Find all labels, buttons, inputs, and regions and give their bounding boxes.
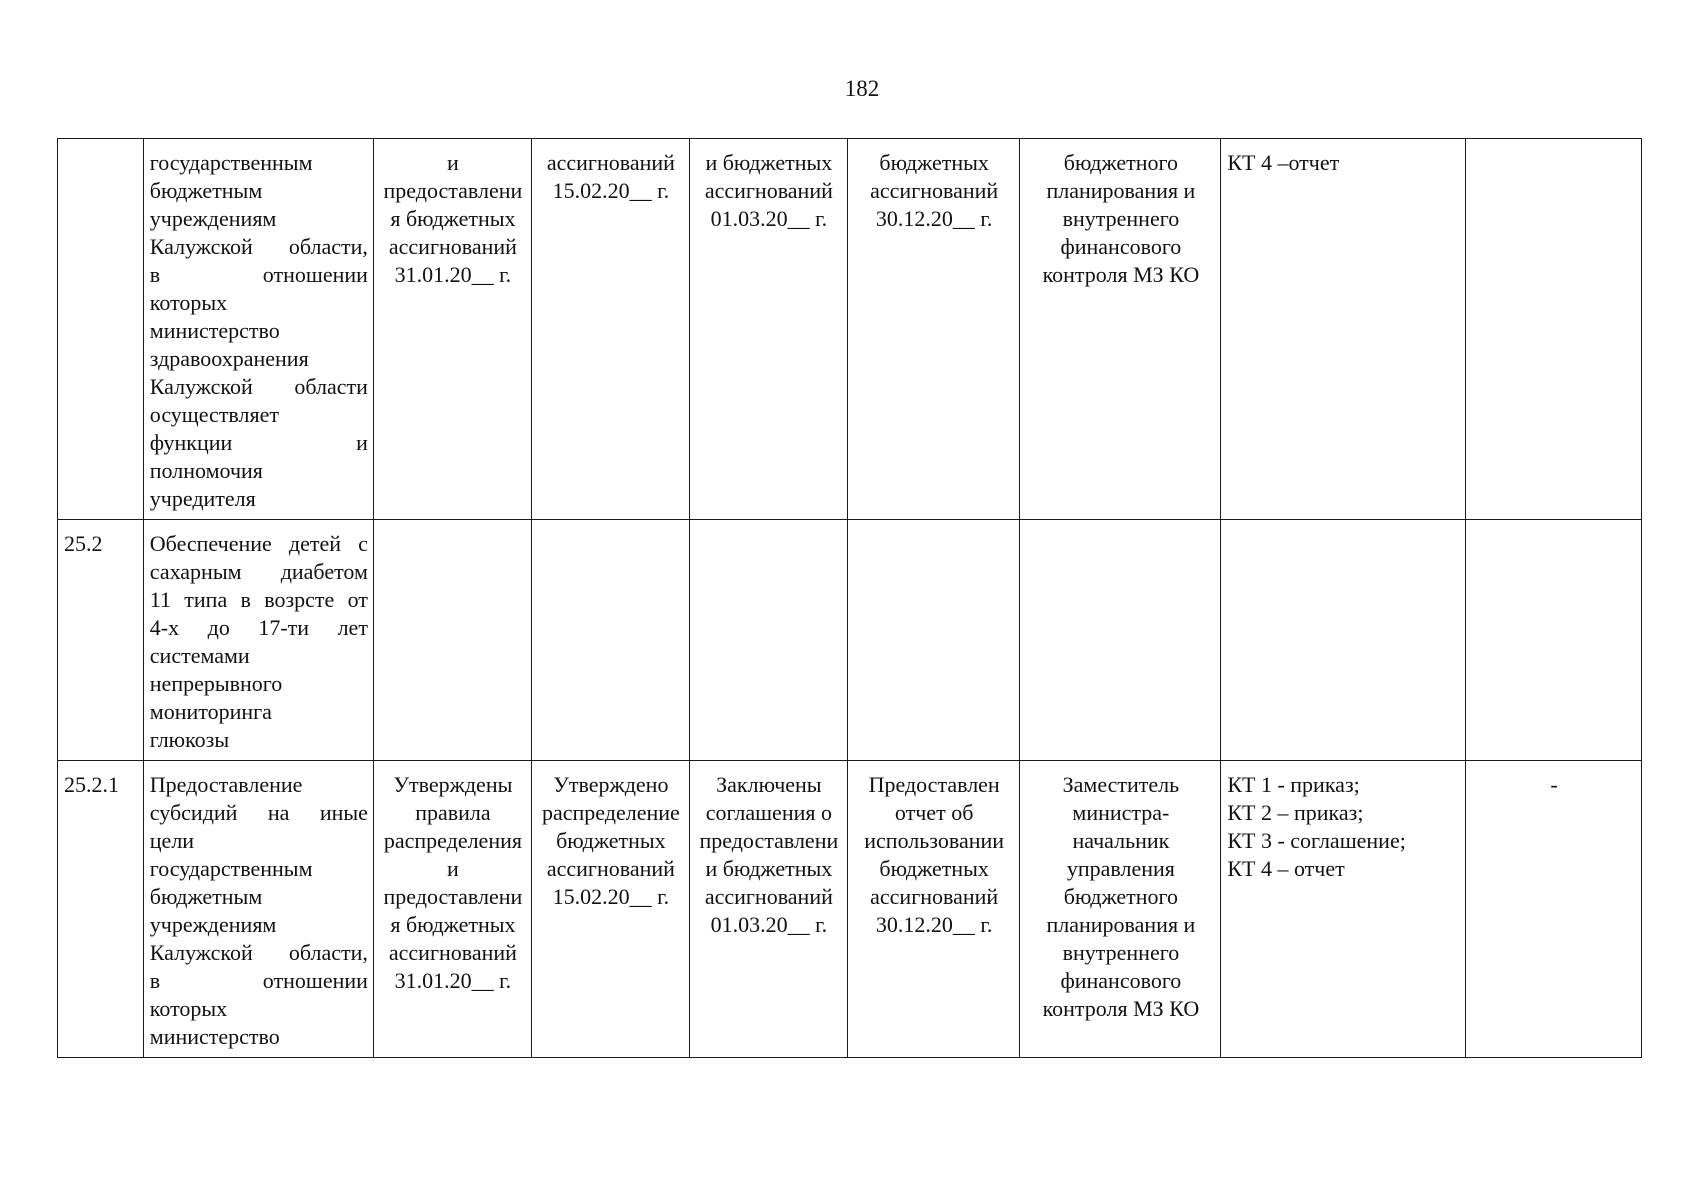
plan-table [57, 138, 1642, 1058]
text-line: системами [149, 643, 250, 668]
text-line: правила [415, 800, 491, 825]
text-line: контроля МЗ КО [1042, 262, 1200, 287]
cell-last [1466, 139, 1642, 520]
cell-kt3 [689, 761, 847, 1058]
cell-documents [1221, 139, 1466, 520]
text-line: бюджетного [1063, 884, 1179, 909]
text-line: Калужской области, [149, 234, 368, 259]
cell-responsible [1020, 520, 1221, 761]
cell-last [1466, 520, 1642, 761]
table-body [58, 139, 1642, 1058]
text-line: ассигнований [546, 150, 675, 175]
text-line: финансового [1060, 234, 1182, 259]
text-line: которых [149, 290, 228, 315]
cell-kt1 [373, 761, 531, 1058]
text-line: КТ 4 – отчет [1227, 856, 1345, 881]
text-line: министра- [1072, 800, 1170, 825]
text-line: я бюджетных [390, 912, 516, 937]
cell-last: - [1466, 761, 1642, 1058]
text-line: использовании [864, 828, 1005, 853]
cell-activity-name [143, 761, 373, 1058]
cell-kt3 [689, 139, 847, 520]
text-line: 30.12.20__ г. [875, 912, 993, 937]
text-line: 15.02.20__ г. [552, 178, 670, 203]
text-line: соглашения о [705, 800, 832, 825]
text-line: предоставлени [383, 178, 523, 203]
text-line: Калужской области [149, 374, 368, 399]
text-line: 31.01.20__ г. [394, 968, 512, 993]
text-line: 31.01.20__ г. [394, 262, 512, 287]
text-line: внутреннего [1062, 206, 1180, 231]
text-line: ассигнований [388, 940, 517, 965]
text-line: предоставлени [383, 884, 523, 909]
text-line: Заключены [716, 772, 822, 797]
cell-kt3 [689, 520, 847, 761]
text-line: бюджетным [149, 884, 263, 909]
text-line: Калужской области, [149, 940, 368, 965]
text-line: управления [1066, 856, 1175, 881]
cell-activity-name [143, 139, 373, 520]
cell-kt2 [531, 520, 689, 761]
cell-responsible [1020, 761, 1221, 1058]
text-line: министерство [149, 318, 280, 343]
text-line: Обеспечение детей с [149, 531, 368, 556]
text-line: полномочия [149, 458, 263, 483]
text-line: КТ 2 – приказ; [1227, 800, 1364, 825]
text-line: Утверждены [393, 772, 513, 797]
page-number: 182 [844, 76, 880, 101]
cell-kt2 [531, 139, 689, 520]
text-line: внутреннего [1062, 940, 1180, 965]
text-line: в отношении [149, 262, 368, 287]
text-line: распределение [541, 800, 680, 825]
text-line: контроля МЗ КО [1042, 996, 1200, 1021]
cell-number [58, 139, 144, 520]
text-line: планирования и [1046, 178, 1196, 203]
cell-kt4 [847, 761, 1020, 1058]
cell-kt1 [373, 139, 531, 520]
text-line: 30.12.20__ г. [875, 206, 993, 231]
text-line: ассигнований [704, 884, 833, 909]
text-line: учреждениям [149, 206, 277, 231]
text-line: непрерывного [149, 671, 283, 696]
text-line: планирования и [1046, 912, 1196, 937]
cell-documents [1221, 761, 1466, 1058]
text-line: предоставлени [699, 828, 839, 853]
text-line: 01.03.20__ г. [710, 912, 828, 937]
text-line: ассигнований [546, 856, 675, 881]
text-line: осуществляет [149, 402, 280, 427]
text-line: цели [149, 828, 195, 853]
text-line: КТ 4 –отчет [1227, 150, 1340, 175]
text-line: сахарным диабетом [149, 559, 368, 584]
cell-number: 25.2 [58, 520, 144, 761]
text-line: КТ 3 - соглашение; [1227, 828, 1406, 853]
text-line: КТ 1 - приказ; [1227, 772, 1360, 797]
text-line: я бюджетных [390, 206, 516, 231]
table-row [58, 139, 1642, 520]
text-line: 01.03.20__ г. [710, 206, 828, 231]
text-line: и [447, 856, 459, 881]
text-line: здравоохранения [149, 346, 309, 371]
text-line: в отношении [149, 968, 368, 993]
text-line: глюкозы [149, 727, 230, 752]
cell-activity-name [143, 520, 373, 761]
text-line: бюджетных [879, 856, 989, 881]
text-line: Утверждено [553, 772, 669, 797]
text-line: субсидий на иные [149, 800, 368, 825]
text-line: государственным [149, 856, 313, 881]
cell-kt4 [847, 520, 1020, 761]
cell-kt4 [847, 139, 1020, 520]
text-line: бюджетных [556, 828, 666, 853]
text-line: и [447, 150, 459, 175]
text-line: мониторинга [149, 699, 272, 724]
text-line: ассигнований [704, 178, 833, 203]
text-line: 4-х до 17-ти лет [149, 615, 368, 640]
text-line: которых [149, 996, 228, 1021]
text-line: финансового [1060, 968, 1182, 993]
text-line: бюджетных [879, 150, 989, 175]
cell-documents [1221, 520, 1466, 761]
text-line: функции и [149, 430, 368, 455]
table-row [58, 761, 1642, 1058]
cell-kt2 [531, 761, 689, 1058]
text-line: 11 типа в возрсте от [149, 587, 368, 612]
text-line: ассигнований [388, 234, 517, 259]
text-line: отчет об [894, 800, 974, 825]
text-line: учреждениям [149, 912, 277, 937]
text-line: начальник [1072, 828, 1170, 853]
text-line: учредителя [149, 486, 256, 511]
text-line: и бюджетных [705, 856, 833, 881]
cell-number: 25.2.1 [58, 761, 144, 1058]
text-line: Предоставление [149, 772, 303, 797]
text-line: бюджетным [149, 178, 263, 203]
text-line: государственным [149, 150, 313, 175]
text-line: распределения [383, 828, 522, 853]
table-row [58, 520, 1642, 761]
text-line: Заместитель [1062, 772, 1180, 797]
text-line: министерство [149, 1024, 280, 1049]
text-line: ассигнований [870, 178, 999, 203]
text-line: бюджетного [1063, 150, 1179, 175]
text-line: и бюджетных [705, 150, 833, 175]
cell-kt1 [373, 520, 531, 761]
text-line: 15.02.20__ г. [552, 884, 670, 909]
text-line: ассигнований [870, 884, 999, 909]
cell-responsible [1020, 139, 1221, 520]
text-line: Предоставлен [868, 772, 1000, 797]
